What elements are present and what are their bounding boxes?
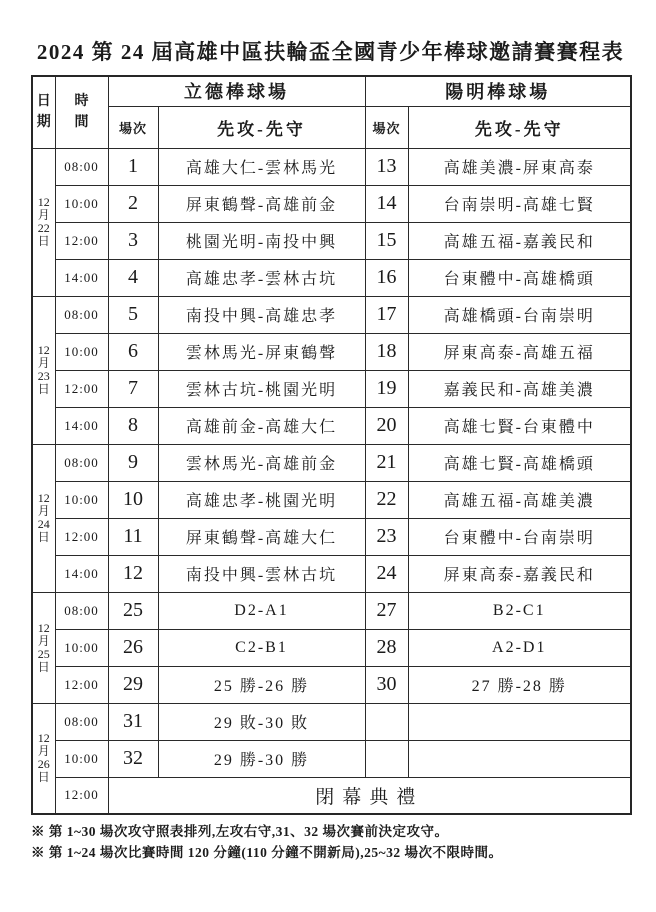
date-line: 月 bbox=[37, 744, 50, 759]
date-cell bbox=[32, 296, 55, 444]
header-matchup-left: 先攻-先守 bbox=[158, 106, 365, 148]
closing-ceremony-cell: 閉幕典禮 bbox=[108, 777, 631, 814]
date-line: 24 bbox=[37, 517, 50, 531]
game-number-left: 11 bbox=[108, 518, 158, 555]
header-row-columns bbox=[32, 106, 631, 148]
schedule-row bbox=[32, 629, 631, 666]
matchup-left: 雲林古坑-桃園光明 bbox=[158, 370, 365, 407]
date-line: 月 bbox=[37, 356, 50, 370]
date-line: 12 bbox=[37, 491, 50, 505]
date-line: 25 bbox=[37, 646, 50, 661]
matchup-left: 桃園光明-南投中興 bbox=[158, 222, 365, 259]
header-game-no-left: 場次 bbox=[108, 106, 158, 148]
matchup-right: 高雄七賢-高雄橋頭 bbox=[408, 444, 631, 481]
note-line-1: ※ 第 1~30 場次攻守照表排列,左攻右守,31、32 場次賽前決定攻守。 bbox=[31, 824, 449, 839]
game-number-right: 16 bbox=[365, 259, 408, 296]
game-number-left: 7 bbox=[108, 370, 158, 407]
date-line: 日 bbox=[37, 382, 50, 396]
matchup-left: 29 勝-30 勝 bbox=[158, 740, 365, 777]
game-number-right: 20 bbox=[365, 407, 408, 444]
date-line: 月 bbox=[37, 633, 50, 648]
time-cell: 12:00 bbox=[55, 518, 108, 555]
game-number-right: 27 bbox=[365, 592, 408, 629]
schedule-row bbox=[32, 666, 631, 703]
game-number-left: 29 bbox=[108, 666, 158, 703]
time-cell: 10:00 bbox=[55, 629, 108, 666]
game-number-right: 23 bbox=[365, 518, 408, 555]
date-cell bbox=[32, 592, 55, 703]
date-cell bbox=[32, 703, 55, 814]
game-number-right: 15 bbox=[365, 222, 408, 259]
schedule-row bbox=[32, 481, 631, 518]
matchup-left: 高雄前金-高雄大仁 bbox=[158, 407, 365, 444]
time-cell: 12:00 bbox=[55, 222, 108, 259]
matchup-right: 屏東高泰-高雄五福 bbox=[408, 333, 631, 370]
matchup-right: 高雄美濃-屏東高泰 bbox=[408, 148, 631, 185]
date-line: 月 bbox=[37, 504, 50, 518]
game-number-left: 6 bbox=[108, 333, 158, 370]
game-number-left: 26 bbox=[108, 629, 158, 666]
schedule-row bbox=[32, 555, 631, 592]
schedule-row bbox=[32, 740, 631, 777]
matchup-left: 屏東鶴聲-高雄前金 bbox=[158, 185, 365, 222]
time-cell: 14:00 bbox=[55, 259, 108, 296]
schedule-row bbox=[32, 518, 631, 555]
schedule-row bbox=[32, 222, 631, 259]
matchup-right bbox=[408, 740, 631, 777]
schedule-row bbox=[32, 407, 631, 444]
matchup-left: 高雄忠孝-雲林古坑 bbox=[158, 259, 365, 296]
game-number-right bbox=[365, 740, 408, 777]
game-number-right: 17 bbox=[365, 296, 408, 333]
game-number-right: 21 bbox=[365, 444, 408, 481]
time-cell: 08:00 bbox=[55, 296, 108, 333]
game-number-right: 30 bbox=[365, 666, 408, 703]
time-cell: 12:00 bbox=[55, 666, 108, 703]
game-number-left: 10 bbox=[108, 481, 158, 518]
matchup-left: C2-B1 bbox=[158, 629, 365, 666]
matchup-left: 屏東鶴聲-高雄大仁 bbox=[158, 518, 365, 555]
date-line: 日 bbox=[37, 770, 50, 785]
schedule-row bbox=[32, 259, 631, 296]
game-number-left: 3 bbox=[108, 222, 158, 259]
game-number-right: 14 bbox=[365, 185, 408, 222]
time-cell: 14:00 bbox=[55, 407, 108, 444]
header-venue-yangming: 陽明棒球場 bbox=[365, 76, 631, 106]
matchup-left: D2-A1 bbox=[158, 592, 365, 629]
header-matchup-right: 先攻-先守 bbox=[408, 106, 631, 148]
schedule-row bbox=[32, 444, 631, 481]
matchup-left: 高雄大仁-雲林馬光 bbox=[158, 148, 365, 185]
matchup-right: 27 勝-28 勝 bbox=[408, 666, 631, 703]
game-number-left: 32 bbox=[108, 740, 158, 777]
header-date-label: 日期 bbox=[36, 94, 51, 131]
matchup-right: 台南崇明-高雄七賢 bbox=[408, 185, 631, 222]
schedule-row bbox=[32, 148, 631, 185]
matchup-left: 南投中興-高雄忠孝 bbox=[158, 296, 365, 333]
game-number-left: 31 bbox=[108, 703, 158, 740]
matchup-right: A2-D1 bbox=[408, 629, 631, 666]
date-line: 日 bbox=[37, 530, 50, 544]
date-line: 23 bbox=[37, 369, 50, 383]
page-title: 2024 第 24 屆高雄中區扶輪盃全國青少年棒球邀請賽賽程表 bbox=[36, 40, 625, 64]
schedule-table bbox=[31, 75, 632, 815]
matchup-right: 高雄七賢-台東體中 bbox=[408, 407, 631, 444]
schedule-row bbox=[32, 296, 631, 333]
matchup-left: 南投中興-雲林古坑 bbox=[158, 555, 365, 592]
game-number-right: 22 bbox=[365, 481, 408, 518]
date-line: 日 bbox=[37, 234, 50, 248]
game-number-left: 2 bbox=[108, 185, 158, 222]
time-cell: 14:00 bbox=[55, 555, 108, 592]
closing-ceremony-row bbox=[32, 777, 631, 814]
time-cell: 12:00 bbox=[55, 777, 108, 814]
game-number-left: 5 bbox=[108, 296, 158, 333]
date-line: 26 bbox=[37, 757, 50, 772]
game-number-left: 12 bbox=[108, 555, 158, 592]
header-time-label: 時間 bbox=[74, 94, 89, 131]
game-number-right: 13 bbox=[365, 148, 408, 185]
matchup-right: B2-C1 bbox=[408, 592, 631, 629]
time-cell: 10:00 bbox=[55, 185, 108, 222]
game-number-right bbox=[365, 703, 408, 740]
time-cell: 08:00 bbox=[55, 592, 108, 629]
matchup-left: 25 勝-26 勝 bbox=[158, 666, 365, 703]
schedule-row bbox=[32, 370, 631, 407]
schedule-row bbox=[32, 185, 631, 222]
date-cell bbox=[32, 444, 55, 592]
time-cell: 10:00 bbox=[55, 333, 108, 370]
date-line: 月 bbox=[37, 208, 50, 222]
game-number-right: 18 bbox=[365, 333, 408, 370]
matchup-right: 台東體中-台南崇明 bbox=[408, 518, 631, 555]
game-number-left: 9 bbox=[108, 444, 158, 481]
header-date bbox=[32, 76, 55, 148]
matchup-right: 高雄橋頭-台南崇明 bbox=[408, 296, 631, 333]
schedule-row bbox=[32, 592, 631, 629]
time-cell: 08:00 bbox=[55, 703, 108, 740]
matchup-right: 屏東高泰-嘉義民和 bbox=[408, 555, 631, 592]
game-number-left: 25 bbox=[108, 592, 158, 629]
date-line: 12 bbox=[37, 731, 50, 746]
matchup-right: 高雄五福-高雄美濃 bbox=[408, 481, 631, 518]
notes bbox=[31, 821, 641, 863]
note-line-2: ※ 第 1~24 場次比賽時間 120 分鐘(110 分鐘不開新局),25~32 場次不限時間。 bbox=[31, 845, 503, 860]
schedule-row bbox=[32, 703, 631, 740]
date-line: 12 bbox=[37, 343, 50, 357]
game-number-right: 19 bbox=[365, 370, 408, 407]
header-time bbox=[55, 76, 108, 148]
game-number-right: 28 bbox=[365, 629, 408, 666]
header-game-no-right: 場次 bbox=[365, 106, 408, 148]
schedule-row bbox=[32, 333, 631, 370]
game-number-right: 24 bbox=[365, 555, 408, 592]
time-cell: 08:00 bbox=[55, 148, 108, 185]
matchup-left: 高雄忠孝-桃園光明 bbox=[158, 481, 365, 518]
date-cell bbox=[32, 148, 55, 296]
game-number-left: 8 bbox=[108, 407, 158, 444]
header-venue-lide: 立德棒球場 bbox=[108, 76, 365, 106]
time-cell: 10:00 bbox=[55, 481, 108, 518]
game-number-left: 1 bbox=[108, 148, 158, 185]
matchup-left: 29 敗-30 敗 bbox=[158, 703, 365, 740]
time-cell: 08:00 bbox=[55, 444, 108, 481]
matchup-right: 台東體中-高雄橋頭 bbox=[408, 259, 631, 296]
matchup-right bbox=[408, 703, 631, 740]
time-cell: 10:00 bbox=[55, 740, 108, 777]
header-row-venues bbox=[32, 76, 631, 106]
date-line: 12 bbox=[37, 195, 50, 209]
matchup-right: 高雄五福-嘉義民和 bbox=[408, 222, 631, 259]
matchup-right: 嘉義民和-高雄美濃 bbox=[408, 370, 631, 407]
date-line: 12 bbox=[37, 620, 50, 635]
matchup-left: 雲林馬光-屏東鶴聲 bbox=[158, 333, 365, 370]
time-cell: 12:00 bbox=[55, 370, 108, 407]
date-line: 22 bbox=[37, 221, 50, 235]
date-line: 日 bbox=[37, 659, 50, 674]
game-number-left: 4 bbox=[108, 259, 158, 296]
matchup-left: 雲林馬光-高雄前金 bbox=[158, 444, 365, 481]
